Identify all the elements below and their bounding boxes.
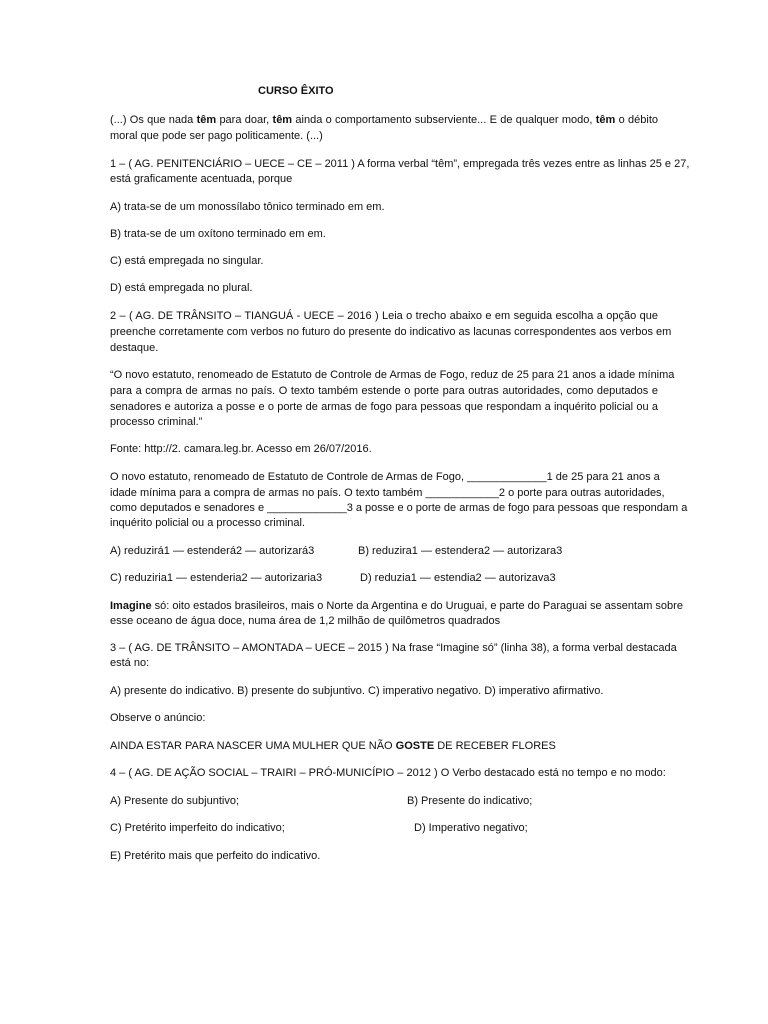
question-2-option-a: A) reduzirá1 — estenderá2 — autorizará3 [110,545,315,557]
question-4-option-a: A) Presente do subjuntivo; [110,795,240,807]
intro-line-1 [110,113,658,128]
passage-line-2: esse oceano de água doce, numa área de 1,2 milhão de quilômetros quadrados [110,615,501,627]
quote-line-2: para a compra de armas no país. O texto também estende o porte para outras autoridades, como deputados e [110,385,658,397]
question-1-line-2: está graficamente acentuada, porque [110,173,293,185]
intro-bold: têm [595,114,616,126]
intro-text: (...) Os que nada [110,114,197,126]
question-4-line-1: 4 – ( AG. DE AÇÃO SOCIAL – TRAIRI – PRÓ-MUNICÍPIO – 2012 ) O Verbo destacado está no tempo e no modo: [110,767,666,779]
question-1-line-1: 1 – ( AG. PENITENCIÁRIO – UECE – CE – 2011 ) A forma verbal “têm”, empregada três vezes entre as linhas 25 e 27, [110,158,690,170]
passage-bold: Imagine [110,600,152,612]
ad-text-bold: GOSTE [395,740,435,752]
question-1-option-d: D) está empregada no plural. [110,282,253,294]
question-4-option-d: D) Imperativo negativo; [414,822,528,834]
intro-text: para doar, [216,114,273,126]
question-2-option-b: B) reduzira1 — estendera2 — autorizara3 [358,545,563,557]
passage-text: só: oito estados brasileiros, mais o Norte da Argentina e do Uruguai, e parte do Paraguai se assentam sobre [151,600,683,612]
quote-source: Fonte: http://2. camara.leg.br. Acesso em 26/07/2016. [110,443,372,455]
question-2-option-c: C) reduziria1 — estenderia2 — autorizaria3 [110,572,323,584]
intro-bold: têm [272,114,293,126]
quote-line-1: “O novo estatuto, renomeado de Estatuto de Controle de Armas de Fogo, reduz de 25 para 21 anos a idade mínima [110,369,675,381]
question-4-option-e: E) Pretérito mais que perfeito do indicativo. [110,850,321,862]
question-2-option-d: D) reduzia1 — estendia2 — autorizava3 [360,572,556,584]
question-4-option-b: B) Presente do indicativo; [407,795,533,807]
question-2-line-2: preenche corretamente com verbos no futuro do presente do indicativo as lacunas correspondentes aos verbos em [110,326,672,338]
gap-text-line-1: O novo estatuto, renomeado de Estatuto de Controle de Armas de Fogo, _____________1 de 25 para 21 anos a [110,471,660,483]
gap-text-line-2: idade mínima para a compra de armas no país. O texto também ____________2 o porte para outras autoridades, [110,487,665,499]
question-3-line-2: está no: [110,657,150,669]
passage-line-1 [110,599,683,614]
question-2-line-1: 2 – ( AG. DE TRÂNSITO – TIANGUÁ - UECE – 2016 ) Leia o trecho abaixo e em seguida escolha a opção que [110,310,658,322]
question-1-option-c: C) está empregada no singular. [110,255,264,267]
question-3-line-1: 3 – ( AG. DE TRÂNSITO – AMONTADA – UECE – 2015 ) Na frase “Imagine só” (linha 38), a forma verbal destacada [110,642,677,654]
ad-text-part: AINDA ESTAR PARA NASCER UMA MULHER QUE NÃO [110,740,396,752]
intro-text: o débito [615,114,658,126]
intro-text: ainda o comportamento subserviente... E de qualquer modo, [292,114,596,126]
question-3-options: A) presente do indicativo. B) presente do subjuntivo. C) imperativo negativo. D) imperativo afirmativo. [110,685,604,697]
gap-text-line-4: inquérito policial ou a processo criminal. [110,517,306,529]
quote-line-4: processo criminal.” [110,416,203,428]
intro-line-2: moral que pode ser pago politicamente. (...) [110,130,323,142]
question-1-option-b: B) trata-se de um oxítono terminado em em. [110,228,326,240]
gap-text-line-3: como deputados e senadores e _____________3 a posse e o porte de armas de fogo para pessoas que respondam a [110,502,688,514]
question-2-line-3: destaque. [110,342,159,354]
question-4-option-c: C) Pretérito imperfeito do indicativo; [110,822,285,834]
intro-bold: têm [196,114,217,126]
quote-line-3: senadores e autoriza a posse e o porte de armas de fogo para pessoas que respondam a inquérito policial ou a [110,401,658,413]
ad-intro: Observe o anúncio: [110,712,206,724]
document-title: CURSO ÊXITO [258,85,334,97]
question-1-option-a: A) trata-se de um monossílabo tônico terminado em em. [110,201,385,213]
ad-text [110,739,658,754]
ad-text-part: DE RECEBER FLORES [434,740,556,752]
